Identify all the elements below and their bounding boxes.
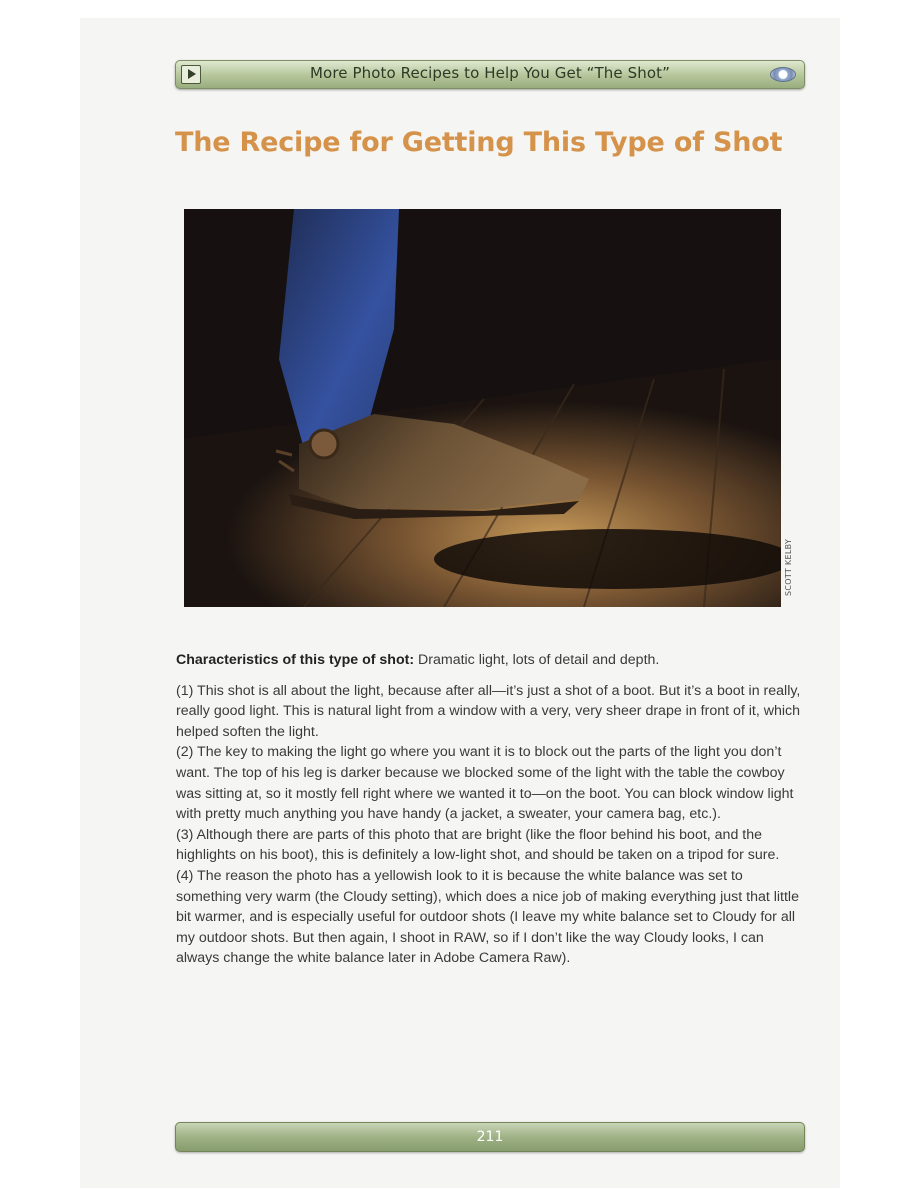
body-text [176, 650, 810, 969]
header-title: More Photo Recipes to Help You Get “The Shot” [310, 64, 670, 82]
boot-photo [184, 209, 781, 607]
eye-icon[interactable] [770, 67, 796, 82]
footer-bar [175, 1122, 805, 1152]
characteristics-label: Characteristics of this type of shot: [176, 652, 415, 668]
boot-photo-illustration [184, 209, 781, 607]
paragraph-1: (1) This shot is all about the light, because after all—it’s just a shot of a boot. But it’s a boot in really, really good light. This is natural light from a window with a very, very sheer drape in front of it, which helped soften the light. [176, 682, 801, 740]
characteristics-text: Dramatic light, lots of detail and depth. [414, 652, 660, 668]
page-title: The Recipe for Getting This Type of Shot [175, 127, 783, 158]
header-bar [175, 60, 805, 89]
page-number: 211 [476, 1129, 504, 1145]
paragraph-4: (4) The reason the photo has a yellowish look to it is because the white balance was set to something very warm (the Cloudy setting), which does a nice job of making everything just that little bit warmer, and is especially useful for outdoor shots (I leave my white balance set to Cloudy for all my outdoor shots. But then again, I shoot in RAW, so if I don’t like the way Cloudy looks, I can always change the white balance later in Adobe Camera Raw). [176, 867, 799, 967]
paragraph-3: (3) Although there are parts of this photo that are bright (like the floor behind his boot, and the highlights on his boot), this is definitely a low-light shot, and should be taken on a tripod for sure. [176, 826, 780, 864]
characteristics-line [176, 650, 810, 671]
paragraph-2: (2) The key to making the light go where you want it is to block out the parts of the light you don’t want. The top of his leg is darker because we blocked some of the light with the table the cowboy was sitting at, so it mostly fell right where we wanted it to—on the boot. You can block window light with pretty much anything you have handy (a jacket, a sweater, your camera bag, etc.). [176, 744, 794, 823]
photo-credit: SCOTT KELBY [784, 538, 793, 596]
